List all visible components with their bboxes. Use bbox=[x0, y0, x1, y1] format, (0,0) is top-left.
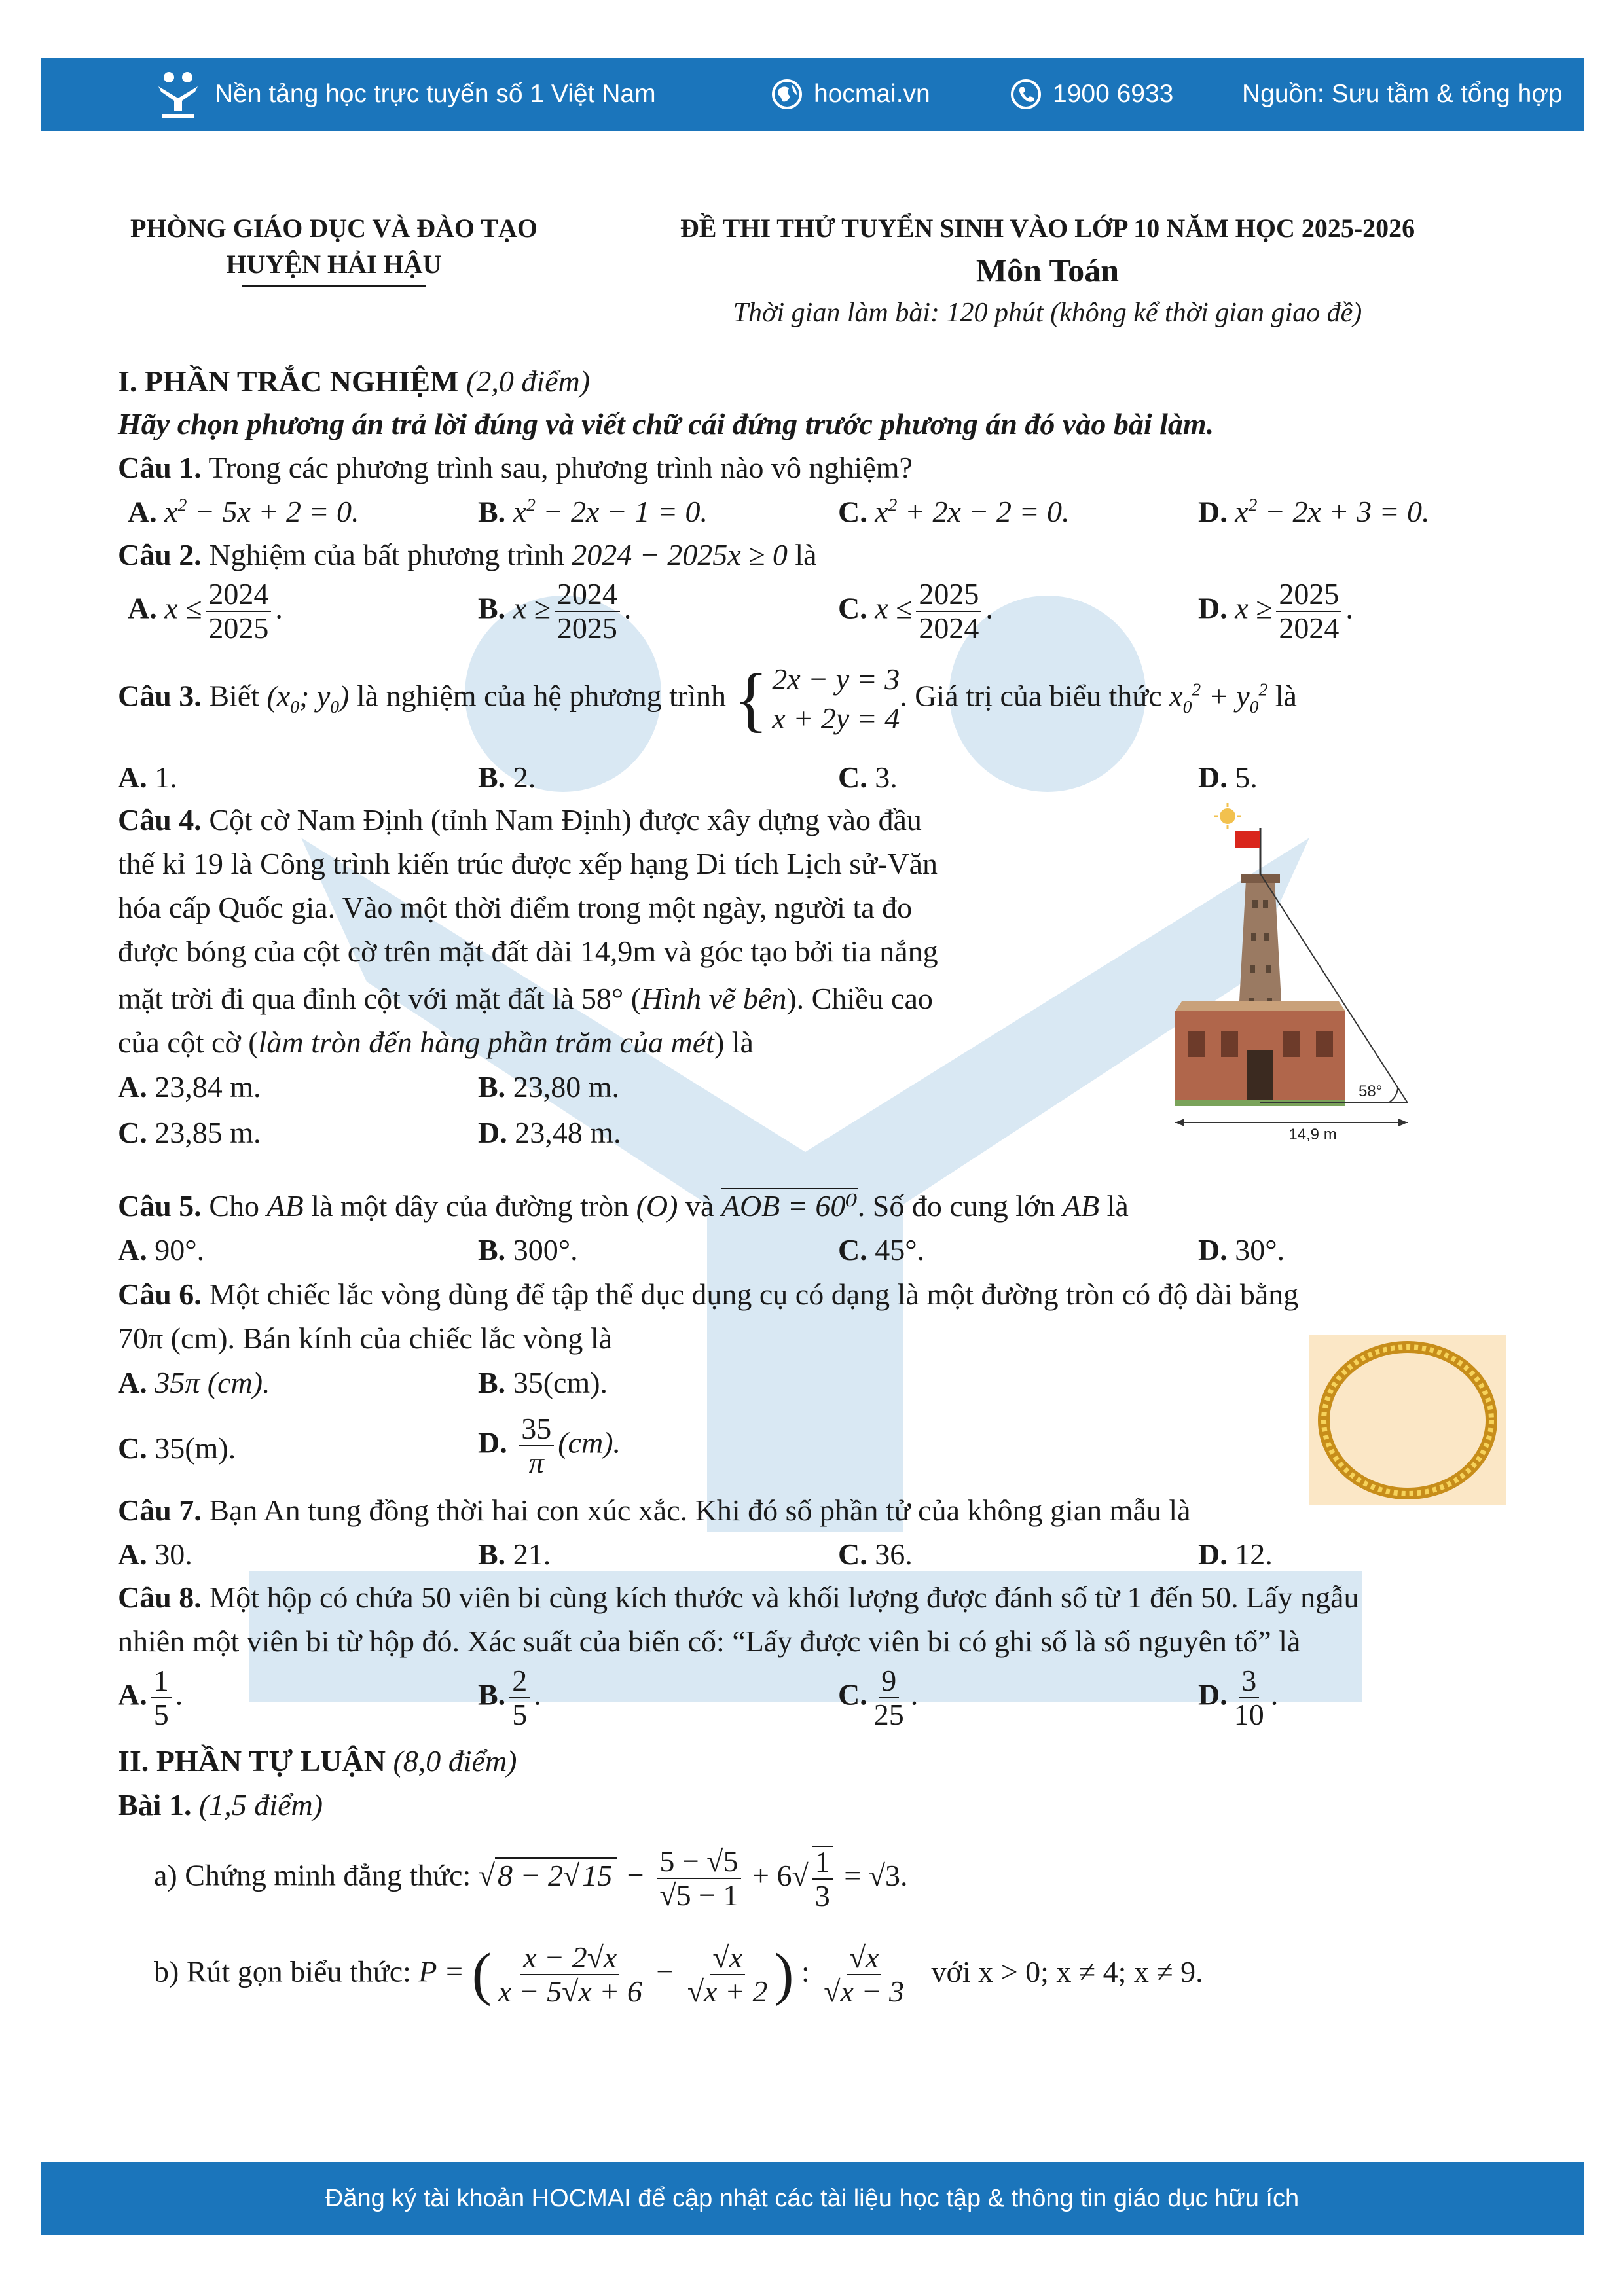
q7-option-c: C. 36. bbox=[838, 1537, 913, 1571]
sun-icon bbox=[1220, 808, 1235, 824]
q5-option-b: B. 300°. bbox=[478, 1233, 578, 1266]
q6-option-b: B. 35(cm). bbox=[478, 1366, 608, 1399]
q6-option-a: A. 35π (cm). bbox=[118, 1366, 270, 1399]
q3-option-a: A. 1. bbox=[118, 761, 177, 794]
website-link[interactable]: hocmai.vn bbox=[814, 80, 930, 108]
subject: Môn Toán bbox=[976, 252, 1120, 289]
q2-option-c: C. x ≤ $\frac{2025}{2024}$ . bbox=[838, 577, 993, 645]
q4-option-a: A. 23,84 m. bbox=[118, 1070, 261, 1103]
q3-option-c: C. 3. bbox=[838, 761, 898, 794]
q7-stem: Câu 7. Bạn An tung đồng thời hai con xúc xắc. Khi đó số phần tử của không gian mẫu là bbox=[118, 1494, 1191, 1527]
q1-option-b: B. $x^2 - 2x - 1 = 0$. bbox=[478, 495, 708, 529]
q7-option-d: D. 12. bbox=[1198, 1537, 1273, 1571]
q4-line1: Câu 4. Cột cờ Nam Định (tỉnh Nam Định) được xây dựng vào đầu bbox=[118, 803, 922, 836]
dept-header bbox=[98, 213, 570, 287]
q4-line3: hóa cấp Quốc gia. Vào một thời điểm trong một ngày, người ta đo bbox=[118, 891, 913, 924]
phone-item[interactable] bbox=[1010, 58, 1173, 131]
q8-line1: Câu 8. Một hộp có chứa 50 viên bi cùng kích thước và khối lượng được đánh số từ 1 đến 50. Lấy ngẫu bbox=[118, 1581, 1359, 1614]
bai1-heading: Bài 1. (1,5 điểm) bbox=[118, 1788, 323, 1821]
brand bbox=[152, 58, 656, 131]
website-item[interactable] bbox=[771, 58, 930, 131]
q1-option-c: C. $x^2 + 2x - 2 = 0$. bbox=[838, 495, 1070, 529]
q8-option-c: C. $\frac{9}{25}$ . bbox=[838, 1664, 919, 1731]
hula-hoop-figure bbox=[1309, 1335, 1506, 1505]
q4-option-d: D. 23,48 m. bbox=[478, 1116, 621, 1149]
q7-option-a: A. 30. bbox=[118, 1537, 192, 1571]
dept-line1: PHÒNG GIÁO DỤC VÀ ĐÀO TẠO bbox=[130, 213, 538, 243]
q2-stem: Câu 2. Nghiệm của bất phương trình 2024 − 2025x ≥ 0 là bbox=[118, 538, 817, 571]
globe-icon bbox=[771, 78, 803, 111]
q7-option-b: B. 21. bbox=[478, 1537, 551, 1571]
fig-angle-label: 58° bbox=[1359, 1083, 1383, 1100]
part1-title: I. PHẦN TRẮC NGHIỆM bbox=[118, 365, 459, 398]
q8-line2: nhiên một viên bi từ hộp đó. Xác suất của biến cố: “Lấy được viên bi có ghi số là số nguyên tố” là bbox=[118, 1624, 1301, 1658]
q4-line4: được bóng của cột cờ trên mặt đất dài 14,9m và góc tạo bởi tia nắng bbox=[118, 935, 938, 968]
q1-text: Trong các phương trình sau, phương trình nào vô nghiệm? bbox=[208, 451, 913, 484]
register-cta[interactable]: Đăng ký tài khoản HOCMAI để cập nhật các tài liệu học tập & thông tin giáo dục hữu ích bbox=[325, 2184, 1300, 2212]
q4-line6: của cột cờ (làm tròn đến hàng phần trăm của mét) là bbox=[118, 1026, 754, 1059]
q4-option-b: B. 23,80 m. bbox=[478, 1070, 619, 1103]
q6-option-d: D. $\frac{35}{\pi}$ (cm). bbox=[478, 1412, 621, 1479]
top-banner bbox=[41, 58, 1584, 131]
q1-label: Câu 1. bbox=[118, 451, 202, 484]
exam-header bbox=[642, 213, 1453, 329]
hocmai-logo-icon bbox=[152, 68, 204, 120]
flag-icon bbox=[1235, 831, 1260, 848]
slogan: Nền tảng học trực tuyến số 1 Việt Nam bbox=[215, 80, 656, 108]
q3-option-d: D. 5. bbox=[1198, 761, 1258, 794]
flag-tower-figure bbox=[1175, 802, 1417, 1142]
q1-option-a: A. $x^2 - 5x + 2 = 0$. bbox=[128, 495, 359, 529]
source-item bbox=[1242, 58, 1563, 131]
part1-instruction: Hãy chọn phương án trả lời đúng và viết chữ cái đứng trước phương án đó vào bài làm. bbox=[118, 407, 1214, 440]
q4-line2: thế kỉ 19 là Công trình kiến trúc được xếp hạng Di tích Lịch sử-Văn bbox=[118, 847, 938, 880]
q2-option-b: B. x ≥ $\frac{2024}{2025}$ . bbox=[478, 577, 632, 645]
q2-option-a: A. x ≤ $\frac{2024}{2025}$ . bbox=[128, 577, 283, 645]
part1-heading bbox=[118, 367, 590, 397]
q1-stem bbox=[118, 453, 913, 483]
q2-option-d: D. x ≥ $\frac{2025}{2024}$ . bbox=[1198, 577, 1353, 645]
q3-option-b: B. 2. bbox=[478, 761, 536, 794]
exam-title: ĐỀ THI THỬ TUYỂN SINH VÀO LỚP 10 NĂM HỌC 2025-2026 bbox=[680, 213, 1415, 243]
q5-stem: Câu 5. Cho AB là một dây của đường tròn (O) và AOB = 60⁰. Số đo cung lớn AB là bbox=[118, 1189, 1129, 1223]
q4-line5: mặt trời đi qua đỉnh cột với mặt đất là 58° (Hình vẽ bên). Chiều cao bbox=[118, 982, 933, 1015]
phone-icon bbox=[1010, 78, 1042, 111]
dept-underline bbox=[242, 285, 426, 287]
q3-stem: Câu 3. Biết ($x_0$; $y_0$) là nghiệm của hệ phương trình { 2x − y = 3 x + 2y = 4 . Giá trị của biểu thức $x_0^2 + y_0^2$ là bbox=[118, 659, 1297, 739]
q6-option-c: C. 35(m). bbox=[118, 1431, 236, 1465]
phone-number[interactable]: 1900 6933 bbox=[1053, 80, 1174, 108]
q6-line1: Câu 6. Một chiếc lắc vòng dùng để tập thể dục dụng cụ có dạng là một đường tròn có độ dài bằng bbox=[118, 1278, 1299, 1311]
bai1-part-b: b) Rút gọn biểu thức: P = ( $\frac{x - 2√x}{x - 5√x + 6}$ − $\frac{√x}{√x + 2}$ ) : $\frac{√x}{√x - 3}$ với x > 0; x ≠ 4; x ≠ 9. bbox=[154, 1941, 1203, 2008]
q5-option-c: C. 45°. bbox=[838, 1233, 925, 1266]
q6-line2: 70π (cm). Bán kính của chiếc lắc vòng là bbox=[118, 1321, 613, 1355]
part2-heading: II. PHẦN TỰ LUẬN (8,0 điểm) bbox=[118, 1744, 517, 1778]
q8-option-d: D. $\frac{3}{10}$ . bbox=[1198, 1664, 1279, 1731]
source-text: Nguồn: Sưu tầm & tổng hợp bbox=[1242, 80, 1563, 108]
q8-option-b: B. $\frac{2}{5}$ . bbox=[478, 1664, 541, 1731]
bottom-banner[interactable] bbox=[41, 2162, 1584, 2235]
q5-option-a: A. 90°. bbox=[118, 1233, 205, 1266]
q3-system: { 2x − y = 3 x + 2y = 4 bbox=[733, 659, 900, 739]
q4-option-c: C. 23,85 m. bbox=[118, 1116, 261, 1149]
q1-option-d: D. $x^2 - 2x + 3 = 0$. bbox=[1198, 495, 1430, 529]
fig-length-label: 14,9 m bbox=[1288, 1126, 1337, 1142]
q5-option-d: D. 30°. bbox=[1198, 1233, 1285, 1266]
time-note: Thời gian làm bài: 120 phút (không kể thời gian giao đề) bbox=[733, 298, 1362, 328]
bai1-part-a: a) Chứng minh đẳng thức: √8 − 2√15 − $\frac{5 - √5}{√5 - 1}$ + 6√ $\frac{1}{3}$ = √3. bbox=[154, 1844, 908, 1912]
part1-points: (2,0 điểm) bbox=[466, 365, 591, 398]
dept-line2: HUYỆN HẢI HẬU bbox=[226, 249, 442, 279]
q8-option-a: A. $\frac{1}{5}$ . bbox=[118, 1664, 183, 1731]
